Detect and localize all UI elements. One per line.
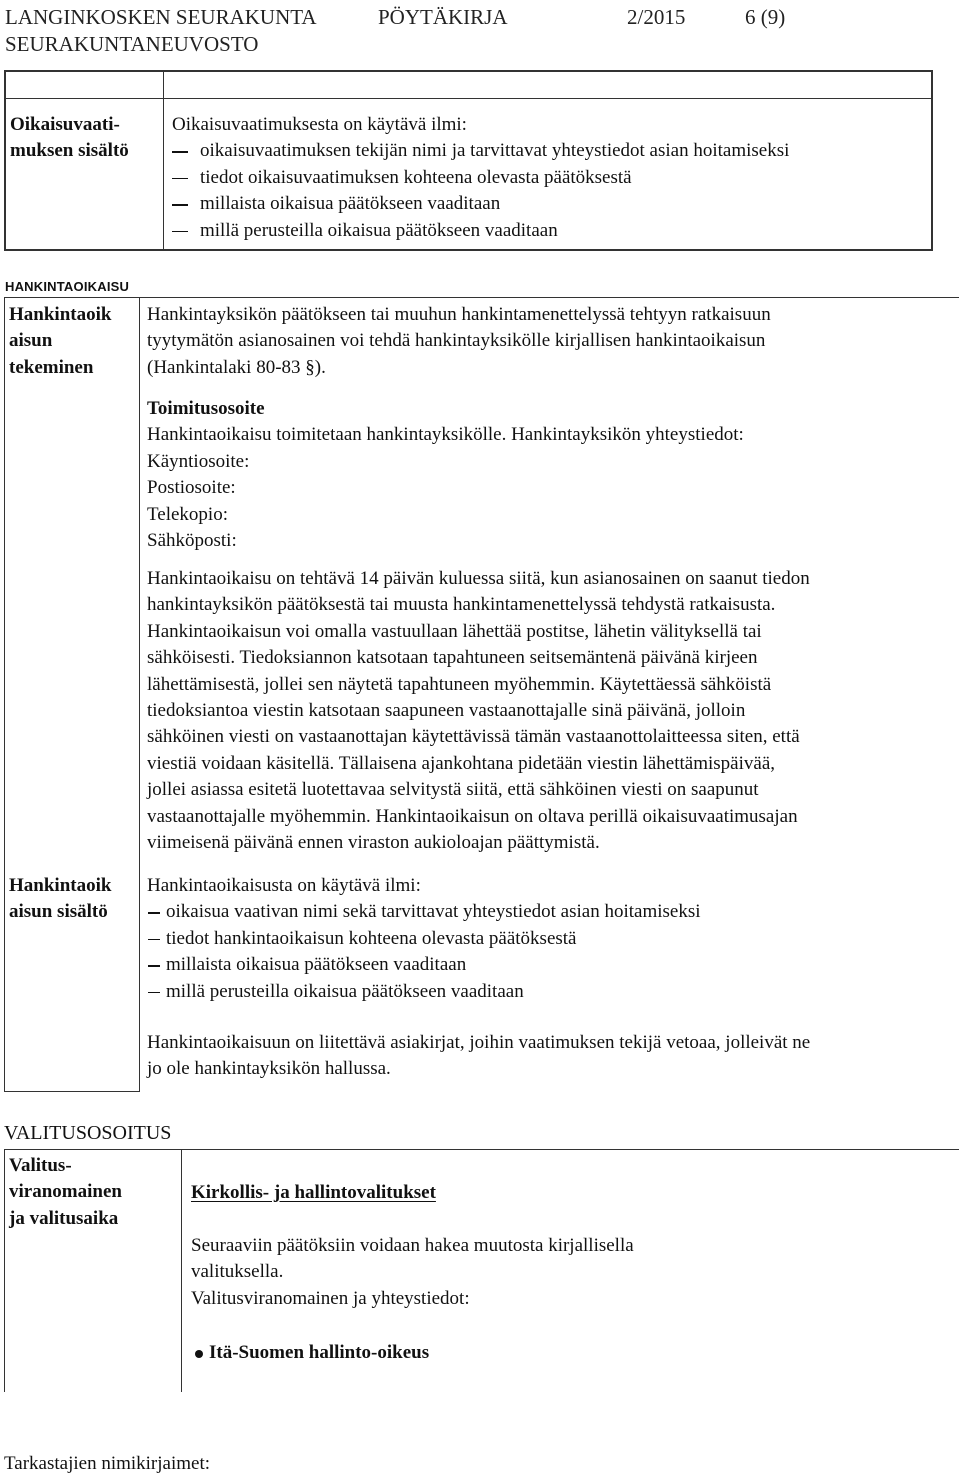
valitusosoitus-heading: VALITUSOSOITUS — [4, 1122, 172, 1144]
bullet-icon — [195, 1350, 203, 1358]
list-item: millä perusteilla oikaisua päätökseen vaaditaan — [172, 218, 927, 244]
oikaisu-intro: Oikaisuvaatimuksesta on käytävä ilmi: — [172, 114, 467, 135]
list-item: oikaisua vaativan nimi sekä tarvittavat yhteystiedot asian hoitamiseksi — [147, 899, 953, 925]
page-number: 6 (9) — [745, 5, 786, 29]
oikaisu-content — [172, 112, 927, 244]
hankinta-para2: Hankintaoikaisu on tehtävä 14 päivän kuluessa siitä, kun asianosainen on saanut tiedon hankintayksikön päätöksestä tai muusta hankintamenettelyssä tehdystä ratkaisusta. Hankintaoikaisun voi omalla vastuullaan lähettää postitse, lähetin välityksellä tai sähköisesti. Tiedoksiannon katsotaan tapahtuneen seitsemäntenä päivänä kirjeen lähettämisestä, jollei sen näytetä tapahtuneen myöhemmin. Käytettäessä sähköistä tiedoksiantoa viestin katsotaan saapuneen vastaanottajalle sinä päivänä, jolloin sähköinen viesti on vastaanottajan käytettävissä tämän vastaanottolaitteessa siten, että viestiä voidaan käsitellä. Tällaisena ajankohtana pidetään viestin lähettämispäivää, jollei asiassa esitetä luotettavaa selvitystä siitä, että sähköinen viesti on saapunut vastaanottajalle myöhemmin. Hankintaoikaisun on oltava perillä oikaisuvaatimusajan viimeisenä päivänä ennen viraston aukioloajan päättymistä. — [147, 568, 810, 854]
content-intro: Hankintaoikaisusta on käytävä ilmi: — [147, 875, 421, 896]
list-item: millaista oikaisua päätökseen vaaditaan — [147, 952, 953, 978]
attachments-text: Hankintaoikaisuun on liitettävä asiakirjat, joihin vaatimuksen tekijä vetoaa, jolleivät ne jo ole hankintayksikön hallussa. — [147, 1032, 811, 1080]
hankinta-content — [147, 873, 953, 1005]
authority-name: Itä-Suomen hallinto-oikeus — [209, 1342, 430, 1363]
hankintaoikaisu-heading: HANKINTAOIKAISU — [5, 279, 130, 294]
document-number: 2/2015 — [627, 5, 686, 29]
footer-initials: Tarkastajien nimikirjaimet: — [4, 1453, 211, 1474]
valitus-text: Seuraaviin päätöksiin voidaan hakea muutosta kirjallisella valituksella. Valitusviranomainen ja yhteystiedot: — [191, 1235, 634, 1309]
list-item: millaista oikaisua päätökseen vaaditaan — [172, 191, 927, 217]
valitus-subheading: Kirkollis- ja hallintovalitukset — [191, 1182, 436, 1203]
delivery-heading: Toimitusosoite — [147, 398, 265, 419]
oikaisu-label: Oikaisuvaati- muksen sisältö — [10, 114, 129, 162]
list-item: tiedot hankintaoikaisun kohteena olevasta päätöksestä — [147, 926, 953, 952]
hankinta-sisalto-label: Hankintaoik aisun sisältö — [9, 875, 112, 923]
org-name: LANGINKOSKEN SEURAKUNTA — [5, 5, 317, 29]
hankinta-para1: Hankintayksikön päätökseen tai muuhun hankintamenettelyssä tehtyyn ratkaisuun tyytymätön asianosainen voi tehdä hankintayksikölle kirjallisen hankintaoikaisun (Hankintalaki 80-83 §). — [147, 304, 771, 378]
hankinta-tekeminen-label: Hankintaoik aisun tekeminen — [9, 304, 112, 378]
list-item: oikaisuvaatimuksen tekijän nimi ja tarvittavat yhteystiedot asian hoitamiseksi — [172, 138, 927, 164]
org-unit: SEURAKUNTANEUVOSTO — [5, 32, 259, 56]
document-type: PÖYTÄKIRJA — [378, 5, 508, 29]
valitus-label: Valitus- viranomainen ja valitusaika — [9, 1155, 122, 1229]
list-item: millä perusteilla oikaisua päätökseen vaaditaan — [147, 979, 953, 1005]
delivery-block: Toimitusosoite Hankintaoikaisu toimitetaan hankintayksikölle. Hankintayksikön yhteystiedot: Käyntiosoite: Postiosoite: Telekopio: Sähköposti: — [147, 396, 953, 554]
list-item: tiedot oikaisuvaatimuksen kohteena olevasta päätöksestä — [172, 165, 927, 191]
list-item — [191, 1340, 691, 1366]
